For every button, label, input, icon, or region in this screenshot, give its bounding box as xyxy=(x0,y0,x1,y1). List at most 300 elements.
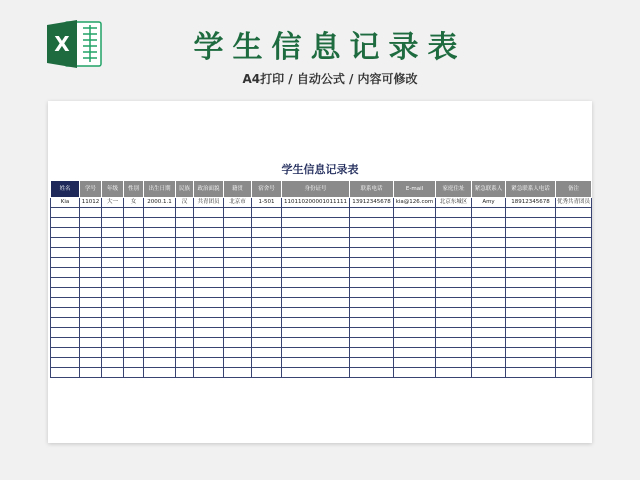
table-cell[interactable] xyxy=(252,238,282,248)
table-cell[interactable] xyxy=(350,258,394,268)
table-cell[interactable] xyxy=(282,288,350,298)
table-cell[interactable] xyxy=(194,228,224,238)
table-cell[interactable]: 优秀共青团员 xyxy=(556,198,592,208)
table-cell[interactable] xyxy=(472,298,506,308)
table-cell[interactable] xyxy=(394,278,436,288)
table-cell[interactable] xyxy=(144,248,176,258)
table-cell[interactable] xyxy=(144,318,176,328)
table-cell[interactable] xyxy=(176,288,194,298)
table-cell[interactable] xyxy=(252,328,282,338)
table-cell[interactable] xyxy=(194,278,224,288)
table-cell[interactable] xyxy=(436,318,472,328)
table-cell[interactable] xyxy=(472,318,506,328)
table-cell[interactable] xyxy=(80,248,102,258)
table-cell[interactable] xyxy=(506,278,556,288)
table-cell[interactable] xyxy=(224,248,252,258)
table-row xyxy=(51,218,592,228)
table-cell[interactable] xyxy=(176,278,194,288)
table-cell[interactable] xyxy=(394,268,436,278)
table-cell[interactable] xyxy=(436,268,472,278)
table-cell[interactable] xyxy=(436,338,472,348)
table-cell[interactable] xyxy=(176,328,194,338)
table-cell[interactable] xyxy=(350,308,394,318)
table-cell[interactable] xyxy=(506,288,556,298)
table-cell[interactable] xyxy=(124,208,144,218)
table-cell[interactable] xyxy=(80,328,102,338)
table-cell[interactable] xyxy=(51,278,80,288)
table-cell[interactable] xyxy=(556,268,592,278)
table-cell[interactable] xyxy=(556,248,592,258)
table-cell[interactable] xyxy=(350,298,394,308)
table-cell[interactable] xyxy=(224,328,252,338)
table-cell[interactable] xyxy=(124,308,144,318)
table-cell[interactable] xyxy=(124,338,144,348)
table-cell[interactable] xyxy=(124,258,144,268)
column-header: 家庭住址 xyxy=(436,181,472,198)
table-cell[interactable] xyxy=(436,218,472,228)
table-cell[interactable] xyxy=(472,348,506,358)
table-cell[interactable]: kia@126.com xyxy=(394,198,436,208)
table-cell[interactable] xyxy=(472,238,506,248)
table-cell[interactable] xyxy=(176,368,194,378)
table-cell[interactable]: 11012 xyxy=(80,198,102,208)
table-cell[interactable] xyxy=(282,368,350,378)
table-cell[interactable] xyxy=(472,278,506,288)
table-cell[interactable] xyxy=(350,358,394,368)
table-cell[interactable] xyxy=(506,268,556,278)
table-cell[interactable] xyxy=(51,258,80,268)
table-cell[interactable] xyxy=(282,348,350,358)
table-cell[interactable] xyxy=(506,238,556,248)
table-cell[interactable] xyxy=(436,298,472,308)
table-cell[interactable] xyxy=(144,228,176,238)
table-cell[interactable] xyxy=(350,288,394,298)
table-cell[interactable] xyxy=(124,248,144,258)
table-cell[interactable] xyxy=(194,348,224,358)
table-cell[interactable] xyxy=(224,358,252,368)
table-cell[interactable] xyxy=(436,348,472,358)
table-cell[interactable] xyxy=(224,348,252,358)
table-cell[interactable] xyxy=(556,308,592,318)
table-cell[interactable] xyxy=(144,328,176,338)
table-cell[interactable]: 2000.1.1 xyxy=(144,198,176,208)
table-cell[interactable] xyxy=(350,248,394,258)
table-cell[interactable] xyxy=(176,218,194,228)
table-cell[interactable] xyxy=(144,308,176,318)
table-cell[interactable] xyxy=(472,338,506,348)
table-cell[interactable] xyxy=(51,268,80,278)
table-cell[interactable] xyxy=(144,288,176,298)
table-cell[interactable] xyxy=(394,228,436,238)
table-cell[interactable] xyxy=(194,308,224,318)
table-cell[interactable] xyxy=(102,328,124,338)
table-cell[interactable] xyxy=(282,358,350,368)
table-cell[interactable] xyxy=(350,228,394,238)
table-cell[interactable] xyxy=(194,258,224,268)
table-cell[interactable] xyxy=(224,338,252,348)
table-cell[interactable] xyxy=(506,208,556,218)
table-cell[interactable] xyxy=(506,228,556,238)
table-cell[interactable]: Amy xyxy=(472,198,506,208)
table-cell[interactable] xyxy=(51,298,80,308)
table-cell[interactable] xyxy=(252,368,282,378)
table-cell[interactable] xyxy=(350,348,394,358)
table-cell[interactable] xyxy=(176,208,194,218)
table-cell[interactable] xyxy=(176,228,194,238)
table-cell[interactable] xyxy=(506,218,556,228)
table-cell[interactable] xyxy=(144,298,176,308)
table-cell[interactable] xyxy=(436,208,472,218)
table-cell[interactable] xyxy=(394,258,436,268)
column-header: 联系电话 xyxy=(350,181,394,198)
table-cell[interactable] xyxy=(556,228,592,238)
table-cell[interactable] xyxy=(224,208,252,218)
table-cell[interactable] xyxy=(124,278,144,288)
table-cell[interactable] xyxy=(436,368,472,378)
table-cell[interactable] xyxy=(80,228,102,238)
page-title: 学生信息记录表 xyxy=(193,30,467,65)
table-cell[interactable] xyxy=(102,208,124,218)
table-cell[interactable] xyxy=(194,208,224,218)
table-cell[interactable] xyxy=(80,338,102,348)
table-cell[interactable] xyxy=(556,368,592,378)
table-row xyxy=(51,238,592,248)
table-cell[interactable] xyxy=(472,248,506,258)
table-cell[interactable] xyxy=(252,228,282,238)
table-cell[interactable] xyxy=(102,308,124,318)
table-cell[interactable] xyxy=(176,248,194,258)
table-cell[interactable] xyxy=(176,358,194,368)
table-cell[interactable] xyxy=(80,268,102,278)
table-cell[interactable]: 大一 xyxy=(102,198,124,208)
table-cell[interactable] xyxy=(506,348,556,358)
table-cell[interactable] xyxy=(282,248,350,258)
table-cell[interactable] xyxy=(124,238,144,248)
table-cell[interactable] xyxy=(436,278,472,288)
table-cell[interactable] xyxy=(252,298,282,308)
table-cell[interactable] xyxy=(124,228,144,238)
column-header: 紧急联系人电话 xyxy=(506,181,556,198)
table-cell[interactable] xyxy=(556,218,592,228)
table-cell[interactable] xyxy=(350,208,394,218)
table-cell[interactable] xyxy=(194,248,224,258)
table-cell[interactable] xyxy=(124,268,144,278)
table-cell[interactable] xyxy=(102,278,124,288)
table-cell[interactable] xyxy=(102,358,124,368)
table-row xyxy=(51,358,592,368)
table-cell[interactable] xyxy=(124,368,144,378)
table-cell[interactable] xyxy=(556,288,592,298)
table-cell[interactable] xyxy=(282,298,350,308)
table-cell[interactable] xyxy=(102,338,124,348)
table-cell[interactable] xyxy=(51,348,80,358)
table-cell[interactable] xyxy=(350,368,394,378)
table-cell[interactable] xyxy=(282,338,350,348)
table-cell[interactable] xyxy=(556,358,592,368)
table-cell[interactable] xyxy=(224,318,252,328)
table-cell[interactable] xyxy=(176,238,194,248)
table-cell[interactable] xyxy=(80,318,102,328)
table-cell[interactable] xyxy=(472,268,506,278)
table-cell[interactable] xyxy=(472,328,506,338)
table-cell[interactable] xyxy=(80,238,102,248)
table-cell[interactable] xyxy=(51,288,80,298)
column-header: 备注 xyxy=(556,181,592,198)
table-cell[interactable] xyxy=(176,268,194,278)
table-cell[interactable]: Kia xyxy=(51,198,80,208)
table-cell[interactable] xyxy=(472,208,506,218)
table-cell[interactable] xyxy=(80,348,102,358)
table-cell[interactable] xyxy=(224,298,252,308)
table-cell[interactable] xyxy=(80,258,102,268)
table-cell[interactable] xyxy=(80,218,102,228)
table-cell[interactable] xyxy=(194,358,224,368)
table-cell[interactable] xyxy=(194,288,224,298)
table-cell[interactable] xyxy=(394,288,436,298)
table-cell[interactable] xyxy=(224,228,252,238)
table-cell[interactable] xyxy=(436,228,472,238)
table-cell[interactable] xyxy=(394,298,436,308)
table-cell[interactable] xyxy=(124,358,144,368)
table-row xyxy=(51,228,592,238)
table-cell[interactable] xyxy=(556,338,592,348)
table-cell[interactable] xyxy=(556,238,592,248)
table-cell[interactable] xyxy=(144,338,176,348)
table-cell[interactable] xyxy=(194,298,224,308)
table-cell[interactable] xyxy=(80,278,102,288)
table-cell[interactable] xyxy=(224,268,252,278)
table-cell[interactable] xyxy=(176,308,194,318)
table-cell[interactable] xyxy=(252,278,282,288)
table-cell[interactable] xyxy=(144,258,176,268)
table-cell[interactable] xyxy=(102,228,124,238)
table-cell[interactable] xyxy=(436,238,472,248)
table-cell[interactable] xyxy=(224,288,252,298)
table-cell[interactable] xyxy=(80,368,102,378)
table-cell[interactable] xyxy=(556,318,592,328)
table-cell[interactable] xyxy=(80,298,102,308)
table-cell[interactable] xyxy=(144,208,176,218)
table-cell[interactable] xyxy=(51,358,80,368)
table-cell[interactable] xyxy=(102,268,124,278)
table-cell[interactable] xyxy=(472,368,506,378)
table-cell[interactable] xyxy=(144,368,176,378)
table-cell[interactable] xyxy=(252,268,282,278)
table-cell[interactable] xyxy=(556,208,592,218)
table-cell[interactable] xyxy=(176,258,194,268)
table-cell[interactable] xyxy=(282,218,350,228)
table-cell[interactable] xyxy=(252,208,282,218)
table-cell[interactable] xyxy=(394,358,436,368)
table-cell[interactable] xyxy=(472,358,506,368)
table-cell[interactable] xyxy=(124,318,144,328)
table-cell[interactable] xyxy=(282,208,350,218)
table-cell[interactable] xyxy=(350,338,394,348)
table-cell[interactable] xyxy=(252,348,282,358)
table-cell[interactable] xyxy=(282,308,350,318)
table-cell[interactable] xyxy=(506,318,556,328)
table-cell[interactable] xyxy=(51,218,80,228)
table-cell[interactable] xyxy=(80,308,102,318)
table-cell[interactable] xyxy=(80,288,102,298)
table-cell[interactable] xyxy=(144,348,176,358)
table-cell[interactable] xyxy=(194,318,224,328)
table-cell[interactable]: 汉 xyxy=(176,198,194,208)
table-cell[interactable] xyxy=(144,278,176,288)
table-cell[interactable] xyxy=(51,338,80,348)
table-cell[interactable] xyxy=(282,268,350,278)
table-cell[interactable] xyxy=(472,308,506,318)
table-cell[interactable] xyxy=(282,328,350,338)
table-cell[interactable] xyxy=(556,328,592,338)
table-cell[interactable] xyxy=(102,318,124,328)
table-cell[interactable]: 13912345678 xyxy=(350,198,394,208)
table-cell[interactable] xyxy=(102,258,124,268)
table-cell[interactable] xyxy=(80,358,102,368)
table-cell[interactable] xyxy=(194,368,224,378)
table-cell[interactable] xyxy=(472,288,506,298)
table-cell[interactable] xyxy=(282,228,350,238)
table-cell[interactable] xyxy=(350,318,394,328)
table-cell[interactable]: 1-501 xyxy=(252,198,282,208)
page-subtitle: A4打印 / 自动公式 / 内容可修改 xyxy=(242,72,418,86)
table-cell[interactable] xyxy=(556,298,592,308)
table-cell[interactable] xyxy=(224,258,252,268)
table-cell[interactable] xyxy=(506,338,556,348)
table-cell[interactable] xyxy=(144,268,176,278)
table-cell[interactable] xyxy=(102,288,124,298)
table-cell[interactable] xyxy=(224,368,252,378)
table-cell[interactable] xyxy=(144,238,176,248)
table-cell[interactable]: 110110200001011111 xyxy=(282,198,350,208)
table-cell[interactable] xyxy=(176,348,194,358)
table-cell[interactable] xyxy=(282,318,350,328)
table-cell[interactable] xyxy=(436,288,472,298)
table-cell[interactable] xyxy=(102,368,124,378)
table-cell[interactable] xyxy=(252,258,282,268)
table-cell[interactable] xyxy=(394,318,436,328)
table-cell[interactable] xyxy=(394,208,436,218)
table-cell[interactable] xyxy=(394,248,436,258)
table-cell[interactable] xyxy=(144,218,176,228)
table-cell[interactable] xyxy=(102,218,124,228)
table-cell[interactable] xyxy=(102,298,124,308)
table-cell[interactable] xyxy=(436,358,472,368)
table-cell[interactable] xyxy=(124,348,144,358)
table-cell[interactable] xyxy=(51,328,80,338)
table-cell[interactable] xyxy=(506,248,556,258)
table-cell[interactable] xyxy=(124,288,144,298)
table-cell[interactable] xyxy=(252,248,282,258)
table-cell[interactable] xyxy=(224,218,252,228)
table-cell[interactable] xyxy=(102,238,124,248)
table-cell[interactable] xyxy=(252,308,282,318)
table-cell[interactable] xyxy=(282,238,350,248)
table-cell[interactable] xyxy=(224,278,252,288)
table-cell[interactable] xyxy=(224,308,252,318)
table-cell[interactable] xyxy=(51,238,80,248)
table-cell[interactable] xyxy=(252,358,282,368)
table-cell[interactable]: 北京东城区 xyxy=(436,198,472,208)
table-cell[interactable] xyxy=(350,238,394,248)
table-cell[interactable] xyxy=(436,248,472,258)
table-cell[interactable] xyxy=(282,258,350,268)
table-cell[interactable] xyxy=(556,278,592,288)
table-cell[interactable] xyxy=(506,258,556,268)
table-cell[interactable] xyxy=(394,348,436,358)
table-cell[interactable] xyxy=(556,258,592,268)
table-cell[interactable] xyxy=(194,338,224,348)
table-cell[interactable] xyxy=(350,268,394,278)
table-cell[interactable] xyxy=(194,328,224,338)
table-cell[interactable] xyxy=(394,238,436,248)
table-cell[interactable] xyxy=(394,328,436,338)
table-cell[interactable] xyxy=(350,278,394,288)
table-cell[interactable] xyxy=(80,208,102,218)
table-cell[interactable] xyxy=(224,238,252,248)
table-cell[interactable] xyxy=(124,298,144,308)
table-cell[interactable] xyxy=(194,218,224,228)
table-cell[interactable] xyxy=(51,368,80,378)
table-cell[interactable] xyxy=(176,338,194,348)
table-cell[interactable] xyxy=(506,298,556,308)
table-cell[interactable] xyxy=(51,308,80,318)
table-row xyxy=(51,348,592,358)
table-cell[interactable] xyxy=(176,298,194,308)
table-cell[interactable] xyxy=(124,218,144,228)
table-cell[interactable] xyxy=(51,208,80,218)
table-cell[interactable] xyxy=(252,318,282,328)
table-row xyxy=(51,338,592,348)
table-cell[interactable] xyxy=(252,338,282,348)
table-cell[interactable] xyxy=(176,318,194,328)
table-cell[interactable] xyxy=(506,308,556,318)
table-cell[interactable] xyxy=(394,368,436,378)
table-cell[interactable] xyxy=(144,358,176,368)
table-cell[interactable] xyxy=(102,348,124,358)
table-cell[interactable] xyxy=(506,328,556,338)
table-cell[interactable] xyxy=(282,278,350,288)
table-cell[interactable] xyxy=(472,258,506,268)
table-cell[interactable] xyxy=(472,228,506,238)
table-cell[interactable] xyxy=(51,318,80,328)
table-cell[interactable]: 女 xyxy=(124,198,144,208)
table-cell[interactable]: 北京市 xyxy=(224,198,252,208)
table-cell[interactable] xyxy=(394,338,436,348)
table-cell[interactable] xyxy=(436,258,472,268)
table-cell[interactable] xyxy=(472,218,506,228)
table-cell[interactable] xyxy=(252,288,282,298)
table-cell[interactable] xyxy=(194,268,224,278)
table-cell[interactable] xyxy=(350,328,394,338)
table-cell[interactable] xyxy=(394,218,436,228)
table-cell[interactable] xyxy=(394,308,436,318)
table-cell[interactable] xyxy=(102,248,124,258)
table-cell[interactable] xyxy=(436,308,472,318)
table-cell[interactable] xyxy=(506,368,556,378)
table-cell[interactable]: 18912345678 xyxy=(506,198,556,208)
table-cell[interactable] xyxy=(506,358,556,368)
table-cell[interactable] xyxy=(436,328,472,338)
table-cell[interactable] xyxy=(350,218,394,228)
table-cell[interactable] xyxy=(124,328,144,338)
table-cell[interactable] xyxy=(556,348,592,358)
table-cell[interactable] xyxy=(252,218,282,228)
table-cell[interactable] xyxy=(51,228,80,238)
table-cell[interactable] xyxy=(51,248,80,258)
table-cell[interactable]: 共青团员 xyxy=(194,198,224,208)
table-cell[interactable] xyxy=(194,238,224,248)
